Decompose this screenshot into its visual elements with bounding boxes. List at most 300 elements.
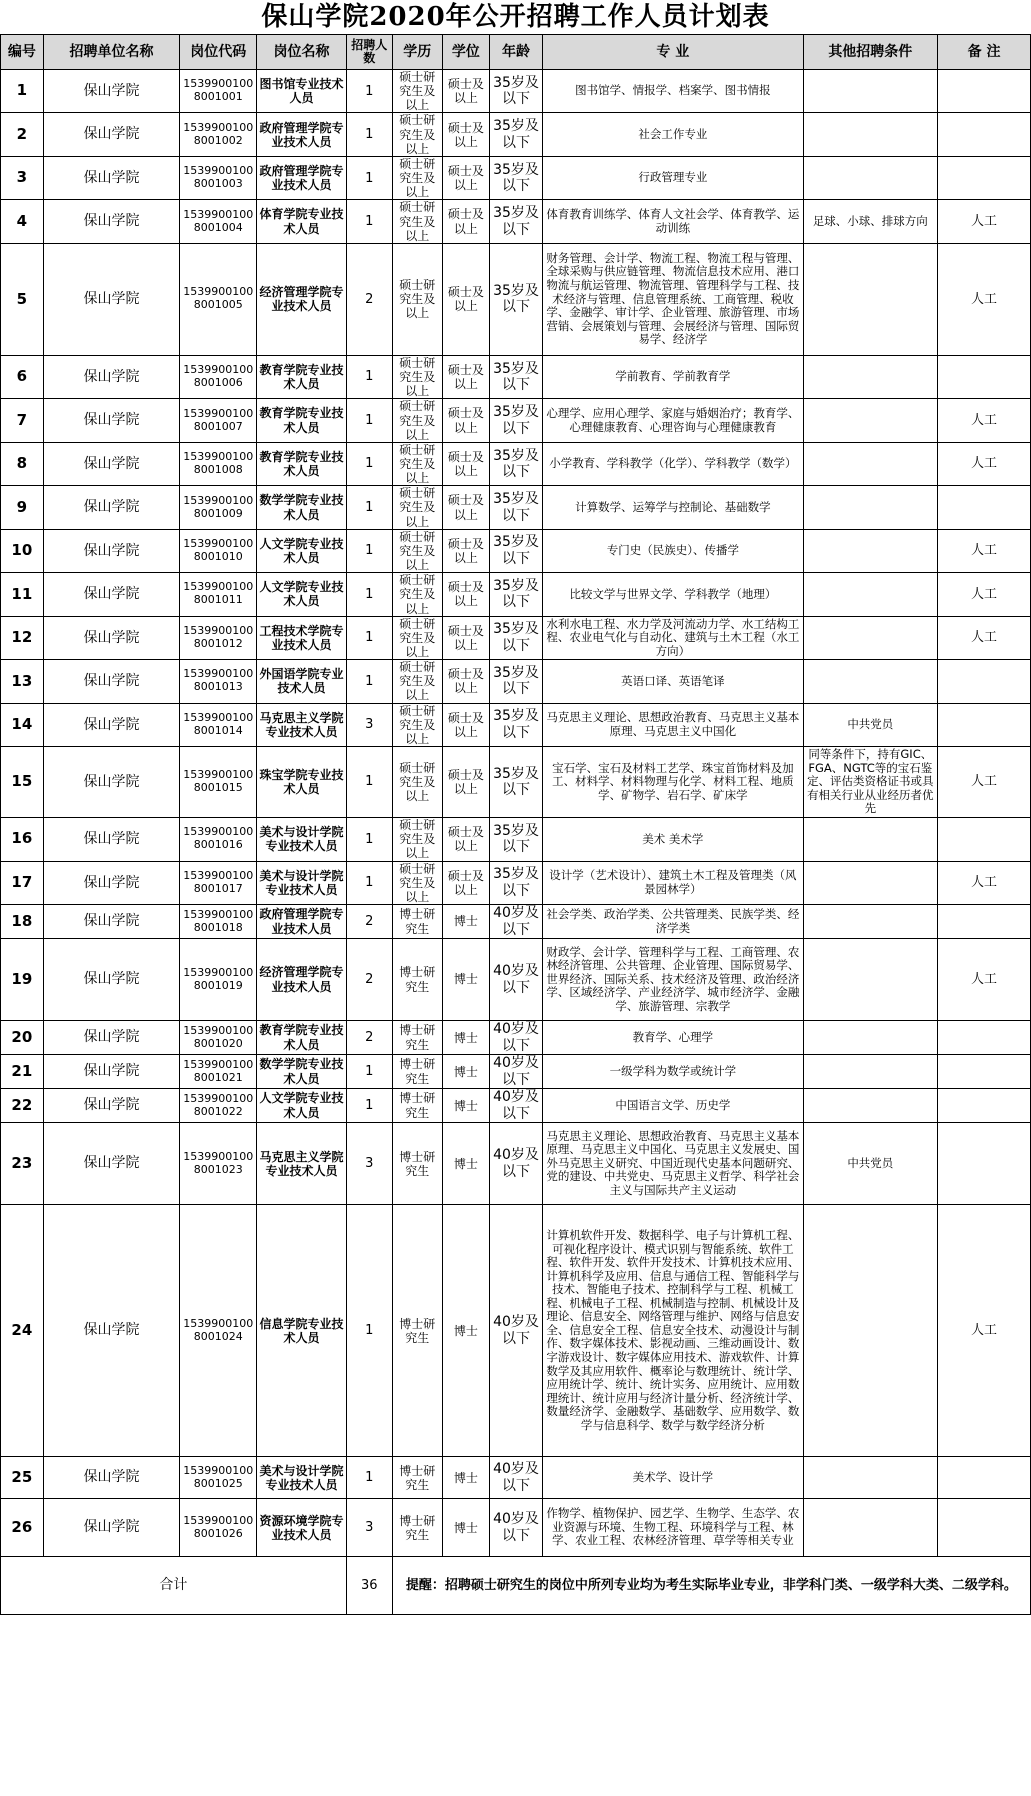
cell-num: 12	[1, 616, 44, 659]
cell-age: 35岁及以下	[489, 660, 542, 703]
cell-num: 26	[1, 1499, 44, 1557]
cell-cond	[803, 243, 937, 355]
cell-degree: 硕士及以上	[442, 529, 489, 572]
cell-note	[938, 905, 1031, 939]
cell-unit: 保山学院	[43, 939, 180, 1021]
cell-post: 马克思主义学院专业技术人员	[257, 703, 347, 746]
cell-unit: 保山学院	[43, 355, 180, 398]
cell-count: 1	[346, 1205, 392, 1457]
cell-note	[938, 113, 1031, 156]
cell-num: 21	[1, 1055, 44, 1089]
cell-note	[938, 486, 1031, 529]
cell-num: 15	[1, 747, 44, 818]
cell-note: 人工	[938, 243, 1031, 355]
cell-post: 教育学院专业技术人员	[257, 442, 347, 485]
cell-note	[938, 1457, 1031, 1499]
table-row	[1, 486, 1031, 529]
cell-degree: 博士	[442, 1021, 489, 1055]
cell-num: 11	[1, 573, 44, 616]
table-row	[1, 905, 1031, 939]
cell-edu: 博士研究生	[392, 1055, 442, 1089]
cell-degree: 硕士及以上	[442, 442, 489, 485]
cell-num: 1	[1, 70, 44, 113]
cell-cond	[803, 529, 937, 572]
cell-post: 经济管理学院专业技术人员	[257, 243, 347, 355]
cell-note: 人工	[938, 399, 1031, 442]
cell-note	[938, 818, 1031, 861]
cell-cond	[803, 660, 937, 703]
table-row	[1, 156, 1031, 199]
cell-cond	[803, 905, 937, 939]
cell-unit: 保山学院	[43, 1205, 180, 1457]
cell-num: 10	[1, 529, 44, 572]
cell-unit: 保山学院	[43, 616, 180, 659]
cell-degree: 博士	[442, 1499, 489, 1557]
cell-age: 35岁及以下	[489, 573, 542, 616]
cell-post: 教育学院专业技术人员	[257, 399, 347, 442]
header-count: 招聘人数	[346, 35, 392, 70]
cell-edu: 硕士研究生及以上	[392, 243, 442, 355]
cell-major: 美术学、设计学	[543, 1457, 803, 1499]
cell-count: 2	[346, 243, 392, 355]
cell-cond	[803, 355, 937, 398]
cell-post: 资源环境学院专业技术人员	[257, 1499, 347, 1557]
table-row	[1, 529, 1031, 572]
page-title: 保山学院2020年公开招聘工作人员计划表	[261, 2, 770, 32]
cell-major: 小学教育、学科教学（化学）、学科教学（数学）	[543, 442, 803, 485]
table-row	[1, 573, 1031, 616]
cell-code: 15399001008001019	[180, 939, 257, 1021]
cell-code: 15399001008001001	[180, 70, 257, 113]
cell-age: 35岁及以下	[489, 818, 542, 861]
cell-post: 数学学院专业技术人员	[257, 486, 347, 529]
cell-count: 1	[346, 442, 392, 485]
cell-code: 15399001008001018	[180, 905, 257, 939]
cell-unit: 保山学院	[43, 200, 180, 243]
cell-cond	[803, 573, 937, 616]
cell-age: 40岁及以下	[489, 1457, 542, 1499]
cell-unit: 保山学院	[43, 703, 180, 746]
cell-code: 15399001008001011	[180, 573, 257, 616]
cell-major: 财政学、会计学、管理科学与工程、工商管理、农林经济管理、公共管理、企业管理、国际贸易学、世界经济、国际关系、技术经济及管理、政治经济学、区域经济学、产业经济学、城市经济学、金融学、旅游管理、宗教学	[543, 939, 803, 1021]
table-row	[1, 243, 1031, 355]
cell-degree: 硕士及以上	[442, 861, 489, 904]
cell-count: 1	[346, 747, 392, 818]
cell-note	[938, 1499, 1031, 1557]
cell-degree: 博士	[442, 1089, 489, 1123]
cell-cond: 中共党员	[803, 703, 937, 746]
cell-unit: 保山学院	[43, 70, 180, 113]
cell-count: 3	[346, 1123, 392, 1205]
header-cond: 其他招聘条件	[803, 35, 937, 70]
table-row	[1, 747, 1031, 818]
cell-num: 16	[1, 818, 44, 861]
cell-code: 15399001008001015	[180, 747, 257, 818]
cell-major: 设计学（艺术设计）、建筑土木工程及管理类（风景园林学）	[543, 861, 803, 904]
table-row	[1, 1021, 1031, 1055]
cell-cond	[803, 818, 937, 861]
cell-count: 3	[346, 703, 392, 746]
cell-note: 人工	[938, 573, 1031, 616]
cell-count: 1	[346, 861, 392, 904]
cell-num: 8	[1, 442, 44, 485]
cell-major: 社会学类、政治学类、公共管理类、民族学类、经济学类	[543, 905, 803, 939]
cell-cond	[803, 399, 937, 442]
cell-code: 15399001008001026	[180, 1499, 257, 1557]
cell-age: 35岁及以下	[489, 747, 542, 818]
cell-count: 1	[346, 1457, 392, 1499]
cell-cond	[803, 113, 937, 156]
cell-age: 35岁及以下	[489, 113, 542, 156]
cell-post: 美术与设计学院专业技术人员	[257, 818, 347, 861]
cell-cond	[803, 939, 937, 1021]
table-row	[1, 442, 1031, 485]
table-row	[1, 818, 1031, 861]
cell-note: 人工	[938, 861, 1031, 904]
cell-note: 人工	[938, 442, 1031, 485]
cell-age: 40岁及以下	[489, 1021, 542, 1055]
table-row	[1, 861, 1031, 904]
cell-edu: 硕士研究生及以上	[392, 156, 442, 199]
cell-unit: 保山学院	[43, 442, 180, 485]
cell-count: 1	[346, 660, 392, 703]
cell-edu: 硕士研究生及以上	[392, 399, 442, 442]
cell-cond	[803, 1089, 937, 1123]
cell-edu: 硕士研究生及以上	[392, 573, 442, 616]
cell-major: 财务管理、会计学、物流工程、物流工程与管理、全球采购与供应链管理、物流信息技术应用、港口物流与航运管理、物流管理、管理科学与工程、技术经济与管理、信息管理系统、工商管理、税收学、金融学、审计学、企业管理、旅游管理、市场营销、会展策划与管理、会展经济与管理、国际贸易学、经济学	[543, 243, 803, 355]
cell-code: 15399001008001021	[180, 1055, 257, 1089]
cell-age: 35岁及以下	[489, 243, 542, 355]
cell-edu: 硕士研究生及以上	[392, 113, 442, 156]
cell-degree: 博士	[442, 905, 489, 939]
cell-code: 15399001008001022	[180, 1089, 257, 1123]
cell-age: 40岁及以下	[489, 1055, 542, 1089]
cell-num: 24	[1, 1205, 44, 1457]
cell-code: 15399001008001002	[180, 113, 257, 156]
header-note: 备 注	[938, 35, 1031, 70]
cell-post: 美术与设计学院专业技术人员	[257, 861, 347, 904]
table-row	[1, 1205, 1031, 1457]
cell-degree: 硕士及以上	[442, 703, 489, 746]
recruitment-table	[0, 34, 1031, 1615]
header-age: 年龄	[489, 35, 542, 70]
cell-post: 美术与设计学院专业技术人员	[257, 1457, 347, 1499]
table-row	[1, 939, 1031, 1021]
header-major: 专 业	[543, 35, 803, 70]
cell-note: 人工	[938, 1205, 1031, 1457]
cell-age: 35岁及以下	[489, 399, 542, 442]
cell-code: 15399001008001025	[180, 1457, 257, 1499]
cell-major: 专门史（民族史）、传播学	[543, 529, 803, 572]
cell-note: 人工	[938, 747, 1031, 818]
cell-note: 人工	[938, 939, 1031, 1021]
table-row	[1, 399, 1031, 442]
cell-post: 经济管理学院专业技术人员	[257, 939, 347, 1021]
cell-major: 马克思主义理论、思想政治教育、马克思主义基本原理、马克思主义中国化	[543, 703, 803, 746]
header-row	[1, 35, 1031, 70]
cell-major: 一级学科为数学或统计学	[543, 1055, 803, 1089]
cell-edu: 硕士研究生及以上	[392, 818, 442, 861]
cell-edu: 博士研究生	[392, 1123, 442, 1205]
cell-major: 学前教育、学前教育学	[543, 355, 803, 398]
cell-count: 1	[346, 818, 392, 861]
table-row	[1, 70, 1031, 113]
cell-num: 2	[1, 113, 44, 156]
cell-age: 35岁及以下	[489, 861, 542, 904]
cell-cond	[803, 861, 937, 904]
cell-note	[938, 355, 1031, 398]
cell-post: 图书馆专业技术人员	[257, 70, 347, 113]
cell-edu: 硕士研究生及以上	[392, 200, 442, 243]
cell-age: 40岁及以下	[489, 1205, 542, 1457]
cell-count: 1	[346, 1055, 392, 1089]
cell-degree: 硕士及以上	[442, 70, 489, 113]
cell-degree: 博士	[442, 1457, 489, 1499]
cell-age: 35岁及以下	[489, 703, 542, 746]
cell-cond	[803, 156, 937, 199]
header-num: 编号	[1, 35, 44, 70]
cell-note: 人工	[938, 200, 1031, 243]
cell-code: 15399001008001024	[180, 1205, 257, 1457]
total-label: 合计	[1, 1557, 347, 1615]
cell-post: 数学学院专业技术人员	[257, 1055, 347, 1089]
cell-code: 15399001008001023	[180, 1123, 257, 1205]
cell-degree: 博士	[442, 1123, 489, 1205]
cell-code: 15399001008001014	[180, 703, 257, 746]
cell-num: 17	[1, 861, 44, 904]
cell-code: 15399001008001004	[180, 200, 257, 243]
cell-edu: 硕士研究生及以上	[392, 616, 442, 659]
cell-degree: 硕士及以上	[442, 660, 489, 703]
cell-edu: 硕士研究生及以上	[392, 529, 442, 572]
cell-code: 15399001008001013	[180, 660, 257, 703]
cell-age: 35岁及以下	[489, 355, 542, 398]
header-degree: 学位	[442, 35, 489, 70]
total-count: 36	[346, 1557, 392, 1615]
cell-count: 2	[346, 939, 392, 1021]
cell-age: 35岁及以下	[489, 70, 542, 113]
cell-post: 政府管理学院专业技术人员	[257, 113, 347, 156]
cell-major: 社会工作专业	[543, 113, 803, 156]
cell-unit: 保山学院	[43, 1499, 180, 1557]
table-row	[1, 1457, 1031, 1499]
cell-note: 人工	[938, 616, 1031, 659]
table-row	[1, 1123, 1031, 1205]
table-row	[1, 1055, 1031, 1089]
cell-post: 人文学院专业技术人员	[257, 1089, 347, 1123]
cell-edu: 硕士研究生及以上	[392, 486, 442, 529]
cell-note	[938, 1089, 1031, 1123]
cell-unit: 保山学院	[43, 1021, 180, 1055]
cell-post: 教育学院专业技术人员	[257, 1021, 347, 1055]
cell-num: 5	[1, 243, 44, 355]
cell-major: 英语口译、英语笔译	[543, 660, 803, 703]
cell-unit: 保山学院	[43, 156, 180, 199]
cell-num: 18	[1, 905, 44, 939]
cell-code: 15399001008001012	[180, 616, 257, 659]
cell-post: 体育学院专业技术人员	[257, 200, 347, 243]
cell-edu: 博士研究生	[392, 1205, 442, 1457]
cell-count: 1	[346, 200, 392, 243]
cell-post: 人文学院专业技术人员	[257, 529, 347, 572]
cell-unit: 保山学院	[43, 1055, 180, 1089]
cell-degree: 硕士及以上	[442, 818, 489, 861]
table-row	[1, 616, 1031, 659]
cell-unit: 保山学院	[43, 1089, 180, 1123]
cell-major: 体育教育训练学、体育人文社会学、体育教学、运动训练	[543, 200, 803, 243]
cell-num: 6	[1, 355, 44, 398]
cell-major: 图书馆学、情报学、档案学、图书情报	[543, 70, 803, 113]
cell-age: 35岁及以下	[489, 442, 542, 485]
cell-degree: 博士	[442, 939, 489, 1021]
cell-degree: 硕士及以上	[442, 113, 489, 156]
cell-code: 15399001008001003	[180, 156, 257, 199]
cell-major: 水利水电工程、水力学及河流动力学、水工结构工程、农业电气化与自动化、建筑与土木工程（水工方向）	[543, 616, 803, 659]
cell-edu: 硕士研究生及以上	[392, 70, 442, 113]
cell-edu: 博士研究生	[392, 1089, 442, 1123]
cell-note	[938, 70, 1031, 113]
cell-major: 马克思主义理论、思想政治教育、马克思主义基本原理、马克思主义中国化、马克思主义发展史、国外马克思主义研究、中国近现代史基本问题研究、党的建设、中共党史、马克思主义哲学、科学社会主义与国际共产主义运动	[543, 1123, 803, 1205]
cell-count: 1	[346, 156, 392, 199]
cell-post: 工程技术学院专业技术人员	[257, 616, 347, 659]
cell-post: 教育学院专业技术人员	[257, 355, 347, 398]
cell-num: 20	[1, 1021, 44, 1055]
cell-unit: 保山学院	[43, 1123, 180, 1205]
total-row	[1, 1557, 1031, 1615]
cell-cond	[803, 442, 937, 485]
cell-degree: 硕士及以上	[442, 200, 489, 243]
cell-major: 行政管理专业	[543, 156, 803, 199]
cell-count: 3	[346, 1499, 392, 1557]
cell-num: 14	[1, 703, 44, 746]
cell-unit: 保山学院	[43, 1457, 180, 1499]
table-row	[1, 1499, 1031, 1557]
cell-unit: 保山学院	[43, 905, 180, 939]
cell-cond: 中共党员	[803, 1123, 937, 1205]
cell-major: 计算机软件开发、数据科学、电子与计算机工程、可视化程序设计、模式识别与智能系统、软件工程、软件开发、软件开发技术、计算机技术应用、计算机科学及应用、信息与通信工程、智能科学与技术、智能电子技术、控制科学与工程、机械工程、机械电子工程、机械制造与控制、机械设计及理论、信息安全、网络管理与维护、网络与信息安全、信息安全工程、信息安全技术、动漫设计与制作、数字媒体技术、影视动画、三维动画设计、数字游戏设计、数字媒体应用技术、游戏软件、计算数学及其应用软件、概率论与数理统计、统计学、应用统计学、统计、统计实务、应用统计、应用数理统计、统计应用与经济计量分析、经济统计学、数量经济学、金融数学、基础数学、应用数学、数学与信息科学、数学与数学经济分析	[543, 1205, 803, 1457]
total-tip: 提醒：招聘硕士研究生的岗位中所列专业均为考生实际毕业专业，非学科门类、一级学科大类、二级学科。	[392, 1557, 1030, 1615]
cell-edu: 硕士研究生及以上	[392, 747, 442, 818]
cell-num: 9	[1, 486, 44, 529]
cell-code: 15399001008001020	[180, 1021, 257, 1055]
cell-count: 1	[346, 616, 392, 659]
cell-cond	[803, 70, 937, 113]
cell-age: 40岁及以下	[489, 1499, 542, 1557]
cell-unit: 保山学院	[43, 529, 180, 572]
cell-cond	[803, 486, 937, 529]
cell-unit: 保山学院	[43, 747, 180, 818]
cell-age: 40岁及以下	[489, 905, 542, 939]
cell-degree: 硕士及以上	[442, 573, 489, 616]
cell-edu: 博士研究生	[392, 905, 442, 939]
cell-note: 人工	[938, 529, 1031, 572]
cell-unit: 保山学院	[43, 573, 180, 616]
cell-num: 3	[1, 156, 44, 199]
cell-post: 外国语学院专业技术人员	[257, 660, 347, 703]
header-code: 岗位代码	[180, 35, 257, 70]
cell-cond	[803, 616, 937, 659]
cell-cond	[803, 1499, 937, 1557]
cell-degree: 博士	[442, 1205, 489, 1457]
cell-major: 教育学、心理学	[543, 1021, 803, 1055]
cell-count: 1	[346, 573, 392, 616]
cell-code: 15399001008001010	[180, 529, 257, 572]
cell-age: 35岁及以下	[489, 156, 542, 199]
cell-unit: 保山学院	[43, 399, 180, 442]
cell-unit: 保山学院	[43, 486, 180, 529]
cell-age: 35岁及以下	[489, 200, 542, 243]
cell-edu: 硕士研究生及以上	[392, 861, 442, 904]
cell-num: 23	[1, 1123, 44, 1205]
cell-unit: 保山学院	[43, 660, 180, 703]
cell-edu: 博士研究生	[392, 1499, 442, 1557]
cell-post: 政府管理学院专业技术人员	[257, 905, 347, 939]
table-row	[1, 113, 1031, 156]
cell-post: 人文学院专业技术人员	[257, 573, 347, 616]
cell-num: 25	[1, 1457, 44, 1499]
cell-age: 35岁及以下	[489, 529, 542, 572]
cell-degree: 硕士及以上	[442, 243, 489, 355]
table-row	[1, 355, 1031, 398]
cell-code: 15399001008001017	[180, 861, 257, 904]
cell-num: 7	[1, 399, 44, 442]
cell-post: 马克思主义学院专业技术人员	[257, 1123, 347, 1205]
cell-count: 1	[346, 486, 392, 529]
cell-num: 22	[1, 1089, 44, 1123]
cell-unit: 保山学院	[43, 243, 180, 355]
cell-post: 信息学院专业技术人员	[257, 1205, 347, 1457]
cell-degree: 硕士及以上	[442, 616, 489, 659]
cell-count: 1	[346, 529, 392, 572]
cell-cond	[803, 1205, 937, 1457]
header-edu: 学历	[392, 35, 442, 70]
cell-note	[938, 156, 1031, 199]
header-post: 岗位名称	[257, 35, 347, 70]
header-unit: 招聘单位名称	[43, 35, 180, 70]
cell-major: 宝石学、宝石及材料工艺学、珠宝首饰材料及加工、材料学、材料物理与化学、材料工程、地质学、矿物学、岩石学、矿床学	[543, 747, 803, 818]
cell-unit: 保山学院	[43, 861, 180, 904]
cell-code: 15399001008001007	[180, 399, 257, 442]
cell-num: 4	[1, 200, 44, 243]
cell-count: 1	[346, 1089, 392, 1123]
cell-major: 中国语言文学、历史学	[543, 1089, 803, 1123]
cell-count: 1	[346, 113, 392, 156]
cell-degree: 硕士及以上	[442, 156, 489, 199]
cell-major: 计算数学、运筹学与控制论、基础数学	[543, 486, 803, 529]
cell-degree: 硕士及以上	[442, 399, 489, 442]
cell-major: 比较文学与世界文学、学科教学（地理）	[543, 573, 803, 616]
cell-code: 15399001008001009	[180, 486, 257, 529]
table-row	[1, 660, 1031, 703]
cell-major: 作物学、植物保护、园艺学、生物学、生态学、农业资源与环境、生物工程、环境科学与工程、林学、农业工程、农林经济管理、草学等相关专业	[543, 1499, 803, 1557]
cell-count: 1	[346, 399, 392, 442]
cell-age: 40岁及以下	[489, 1123, 542, 1205]
cell-degree: 硕士及以上	[442, 486, 489, 529]
cell-note	[938, 703, 1031, 746]
cell-code: 15399001008001005	[180, 243, 257, 355]
cell-note	[938, 660, 1031, 703]
cell-num: 19	[1, 939, 44, 1021]
cell-code: 15399001008001008	[180, 442, 257, 485]
cell-edu: 硕士研究生及以上	[392, 355, 442, 398]
cell-edu: 博士研究生	[392, 1021, 442, 1055]
cell-cond: 足球、小球、排球方向	[803, 200, 937, 243]
cell-unit: 保山学院	[43, 113, 180, 156]
cell-cond	[803, 1021, 937, 1055]
cell-cond	[803, 1457, 937, 1499]
cell-edu: 博士研究生	[392, 939, 442, 1021]
cell-major: 心理学、应用心理学、家庭与婚姻治疗；教育学、心理健康教育、心理咨询与心理健康教育	[543, 399, 803, 442]
